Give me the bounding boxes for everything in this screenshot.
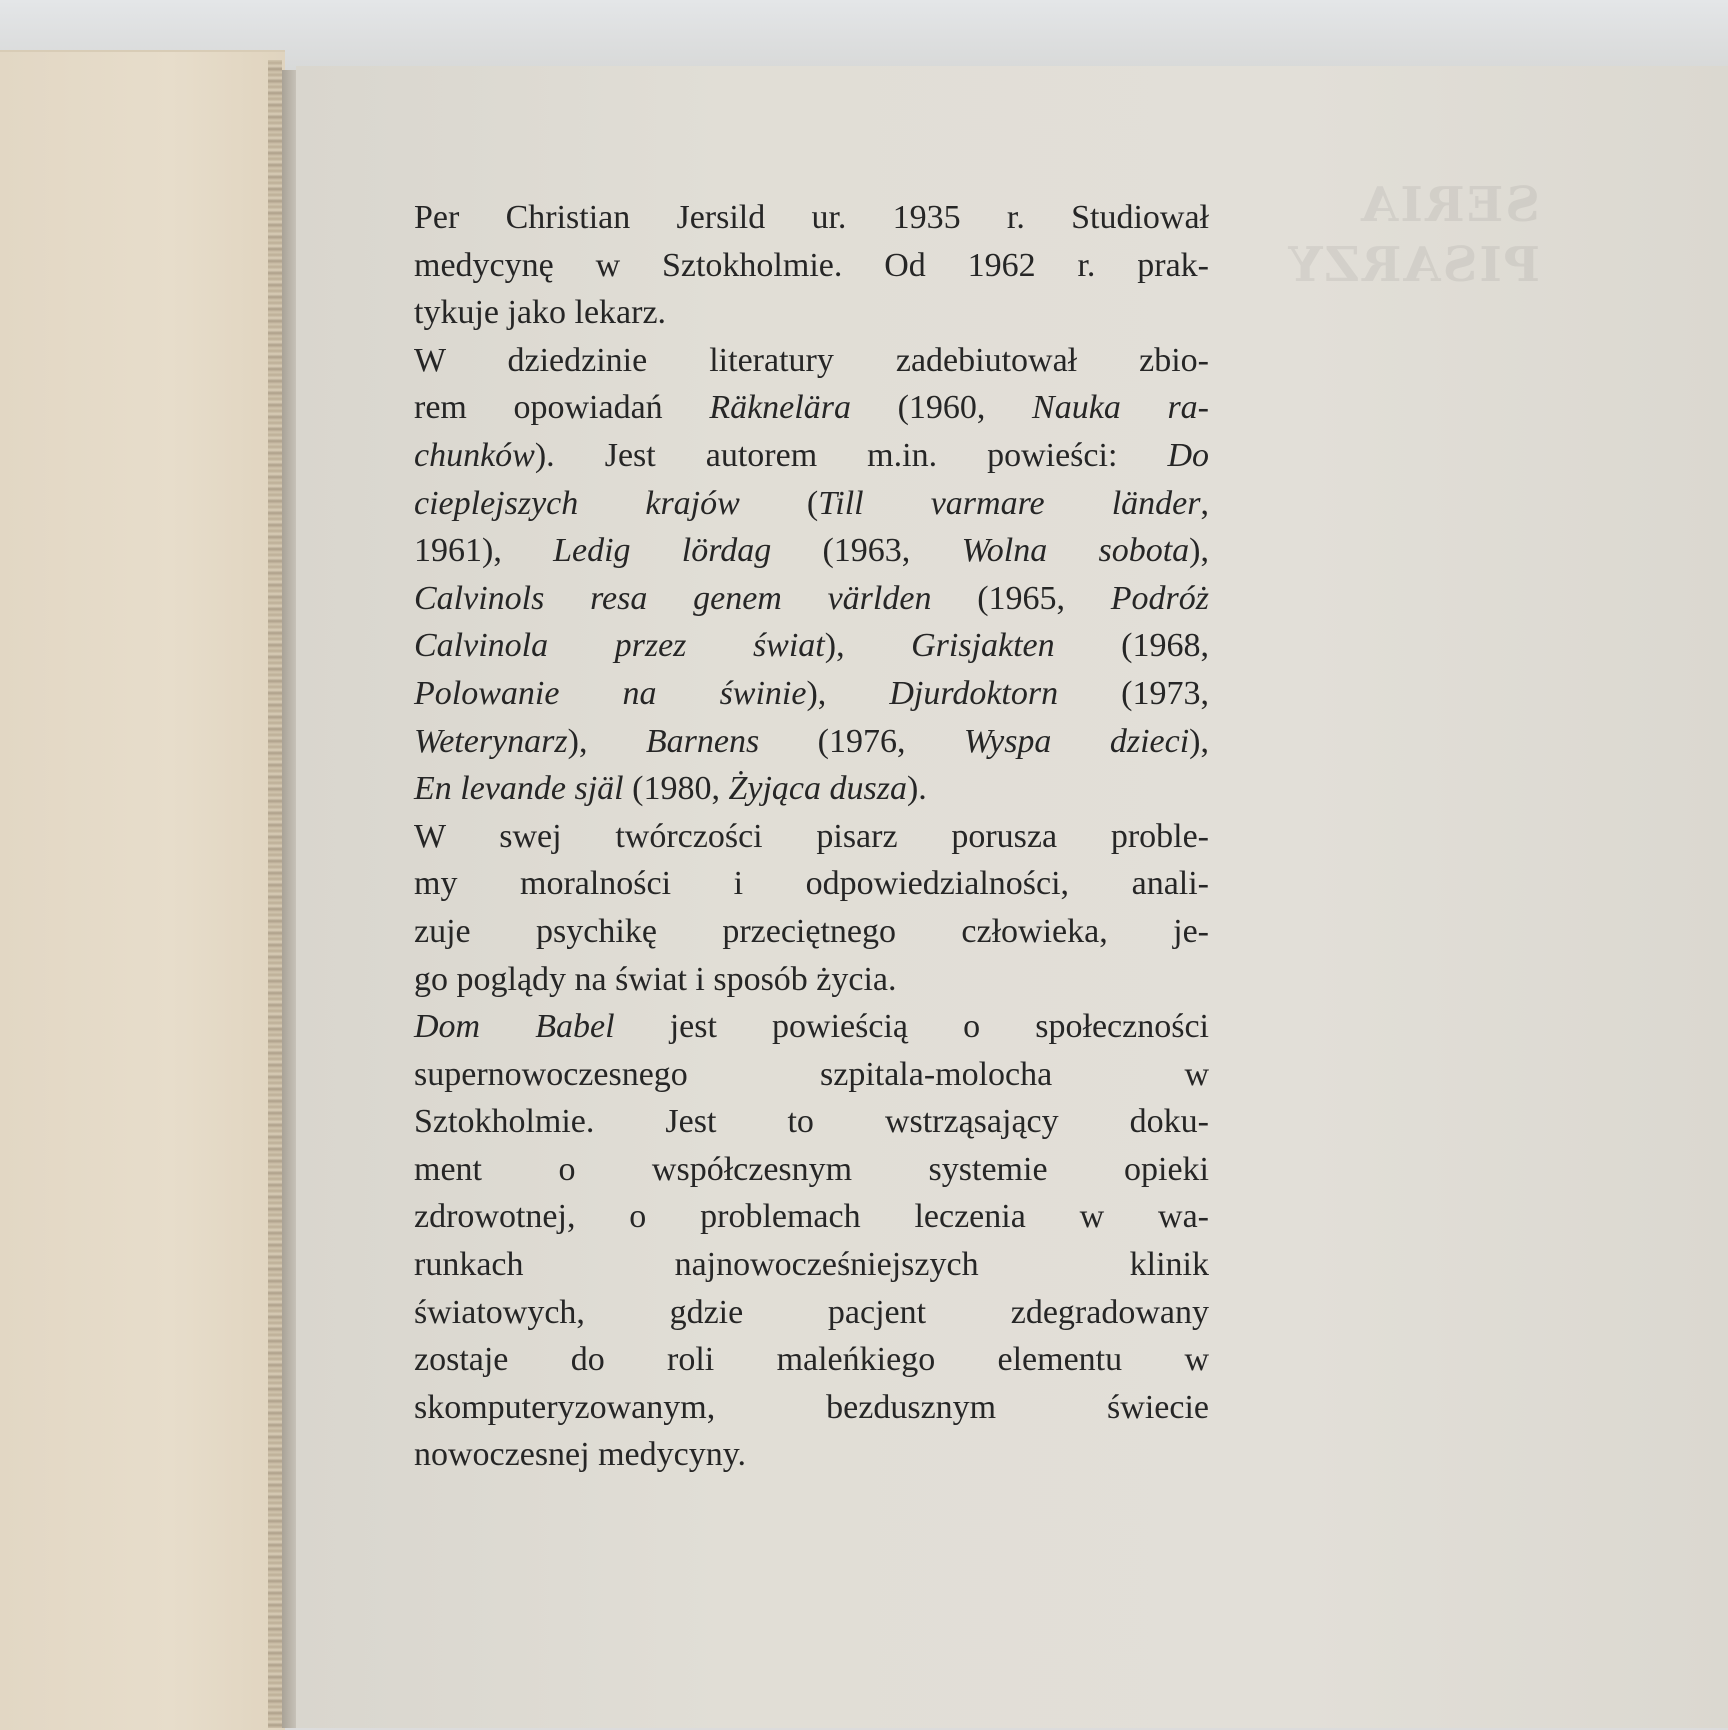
text-line — [414, 194, 1209, 242]
text-run: ), — [1189, 722, 1209, 760]
text-line — [414, 670, 1209, 718]
italic-title: cieplejszych krajów — [414, 484, 740, 522]
text-line — [414, 527, 1209, 575]
text-line — [414, 1098, 1209, 1146]
text-run: (1973, — [1058, 674, 1209, 712]
italic-title: Dom Babel — [414, 1008, 615, 1046]
text-run: go poglądy na świat i sposób życia. — [414, 960, 897, 998]
text-run: ), — [1189, 532, 1209, 570]
text-run: ), — [824, 627, 912, 665]
italic-title: Calvinola przez świat — [414, 627, 825, 665]
text-line — [414, 242, 1209, 290]
text-run: ). Jest autorem m.in. powieści: — [534, 436, 1168, 474]
text-run: 1961), — [414, 532, 554, 570]
text-run: tykuje jako lekarz. — [414, 294, 667, 332]
italic-title: Polowanie na świnie — [414, 674, 807, 712]
text-run: Per Christian Jersild ur. 1935 r. Studiował — [414, 199, 1209, 236]
paragraph — [414, 1003, 1209, 1479]
text-line — [414, 1431, 1209, 1479]
text-run: runkach najnowocześniejszych klinik — [414, 1246, 1209, 1284]
text-line — [414, 1336, 1209, 1384]
text-line — [414, 1193, 1209, 1241]
text-run: supernowoczesnego szpitala-molocha w — [414, 1055, 1209, 1093]
text-line — [414, 575, 1209, 623]
text-run: ( — [739, 484, 819, 522]
author-biography — [414, 194, 1209, 1479]
book-cover-flap — [0, 50, 285, 1730]
text-run: zdrowotnej, o problemach leczenia w wa- — [414, 1198, 1209, 1236]
text-run: ), — [567, 722, 646, 760]
text-line — [414, 289, 1209, 337]
text-run: jest powieścią o społeczności — [614, 1008, 1209, 1046]
text-run: ment o współczesnym systemie opieki — [414, 1150, 1209, 1188]
text-line — [414, 432, 1209, 480]
text-run: (1968, — [1054, 627, 1210, 665]
text-run: , — [1200, 484, 1210, 522]
text-line — [414, 718, 1209, 766]
text-run: W swej twórczości pisarz porusza proble- — [414, 817, 1209, 855]
text-run: ). — [906, 770, 927, 808]
text-run: rem opowiadań — [414, 389, 710, 427]
paragraph — [414, 813, 1209, 1003]
text-line — [414, 956, 1209, 1004]
italic-title: Djurdoktorn — [889, 674, 1059, 712]
italic-title: Wolna sobota — [961, 532, 1190, 570]
italic-title: Weterynarz — [414, 722, 568, 760]
text-line — [414, 1289, 1209, 1337]
bleed-line: SERIA — [1359, 177, 1540, 233]
italic-title: Till varmare länder — [818, 484, 1201, 522]
text-run: W dziedzinie literatury zadebiutował zbio- — [414, 341, 1209, 379]
text-run: (1963, — [771, 532, 962, 570]
italic-title: Ledig lördag — [553, 532, 772, 570]
text-line — [414, 1241, 1209, 1289]
italic-title: Żyjąca dusza — [728, 770, 907, 808]
italic-title: Barnens — [645, 722, 760, 760]
text-line — [414, 1146, 1209, 1194]
text-run: my moralności i odpowiedzialności, anali- — [414, 865, 1209, 903]
text-run: światowych, gdzie pacjent zdegradowany — [414, 1293, 1209, 1331]
text-run: medycynę w Sztokholmie. Od 1962 r. prak- — [414, 246, 1209, 284]
text-line — [414, 908, 1209, 956]
italic-title: Do — [1167, 436, 1209, 474]
paragraph — [414, 194, 1209, 337]
italic-title: En levande själ — [414, 770, 624, 808]
text-line — [414, 384, 1209, 432]
italic-title: Nauka ra- — [1032, 389, 1210, 427]
text-run: (1960, — [850, 389, 1033, 427]
italic-title: Podróż — [1110, 579, 1209, 617]
text-line — [414, 813, 1209, 861]
text-run: (1976, — [759, 722, 964, 760]
text-run: (1965, — [931, 579, 1111, 617]
text-run: (1980, — [623, 770, 729, 808]
text-run: zostaje do roli maleńkiego elementu w — [414, 1341, 1209, 1379]
italic-title: Grisjakten — [911, 627, 1055, 665]
text-run: Sztokholmie. Jest to wstrząsający doku- — [414, 1103, 1209, 1141]
text-line — [414, 480, 1209, 528]
italic-title: Calvinols resa genem världen — [414, 579, 932, 617]
text-line — [414, 1003, 1209, 1051]
text-line — [414, 1051, 1209, 1099]
paragraph — [414, 337, 1209, 813]
text-line — [414, 622, 1209, 670]
text-run: nowoczesnej medycyny. — [414, 1436, 747, 1474]
italic-title: Wyspa dzieci — [963, 722, 1190, 760]
text-line — [414, 765, 1209, 813]
text-run: ), — [806, 674, 890, 712]
text-line — [414, 337, 1209, 385]
cover-torn-edge — [268, 60, 282, 1728]
italic-title: chunków — [414, 436, 535, 474]
text-line — [414, 860, 1209, 908]
text-run: skomputeryzowanym, bezdusznym świecie — [414, 1388, 1209, 1426]
italic-title: Räknelära — [709, 389, 851, 427]
text-run: zuje psychikę przeciętnego człowieka, je- — [414, 912, 1209, 950]
bleed-line: PISARZY — [1286, 237, 1540, 293]
text-line — [414, 1384, 1209, 1432]
